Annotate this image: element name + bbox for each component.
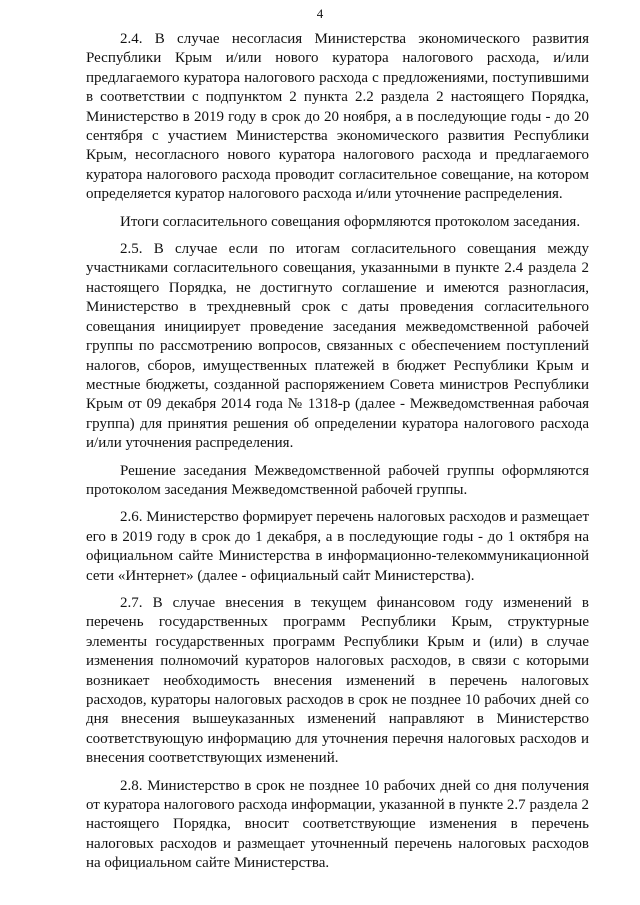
document-body <box>86 30 589 880</box>
paragraph-2-6: 2.6. Министерство формирует перечень налоговых расходов и размещает его в 2019 году в срок до 1 декабря, а в последующие годы - до 1 октября на официальном сайте Министерства в информационно-телекоммуникационной сети «Интернет» (далее - официальный сайт Министерства). <box>86 509 589 584</box>
paragraph-2-5: 2.5. В случае если по итогам согласительного совещания между участниками согласительного совещания, указанными в пункте 2.4 раздела 2 настоящего Порядка, не достигнуто соглашение и имеются разногласия, Министерство в трехдневный срок с даты проведения согласительного совещания инициирует проведение заседания межведомственной рабочей группы по рассмотрению вопросов, связанных с обеспечением поступлений налогов, сборов, имущественных платежей в бюджет Республики Крым и местные бюджеты, созданной распоряжением Совета министров Республики Крым от 09 декабря 2014 года № 1318-р (далее - Межведомственная рабочая группа) для принятия решения об определении куратора налогового расхода и/или уточнения распределения. <box>86 241 589 452</box>
paragraph-2-8: 2.8. Министерство в срок не позднее 10 рабочих дней со дня получения от куратора налогового расхода информации, указанной в пункте 2.7 раздела 2 настоящего Порядка, вносит соответствующие изменения в перечень налоговых расходов и размещает уточненный перечень налоговых расходов на официальном сайте Министерства. <box>86 777 589 872</box>
paragraph-2-4-result: Итоги согласительного совещания оформляются протоколом заседания. <box>120 213 581 230</box>
page-number: 4 <box>316 6 324 21</box>
paragraph-2-4: 2.4. В случае несогласия Министерства экономического развития Республики Крым и/или нового куратора налогового расхода, и/или предлагаемого куратора налогового расхода с предложениями, поступившими в соответствии с подпунктом 2 пункта 2.2 раздела 2 настоящего Порядка, Министерство в 2019 году в срок до 20 ноября, а в последующие годы - до 20 сентября с участием Министерства экономического развития Республики Крым, несогласного нового куратора налогового расхода и предлагаемого куратора налогового расхода проводит согласительное совещание, на котором определяется куратор налогового расхода и/или уточнение распределения. <box>86 31 589 203</box>
paragraph-2-7: 2.7. В случае внесения в текущем финансовом году изменений в перечень государственных программ Республики Крым, структурные элементы государственных программ Республики Крым и (или) в случае изменения полномочий кураторов налоговых расходов, в связи с которыми возникает необходимость внесения изменений в перечень налоговых расходов, кураторы налоговых расходов в срок не позднее 10 рабочих дней со дня внесения вышеуказанных изменений направляют в Министерство соответствующую информацию для уточнения перечня налоговых расходов и внесения соответствующих изменений. <box>86 594 589 767</box>
paragraph-2-5-result: Решение заседания Межведомственной рабочей группы оформляются протоколом заседания Межведомственной рабочей группы. <box>86 462 589 498</box>
